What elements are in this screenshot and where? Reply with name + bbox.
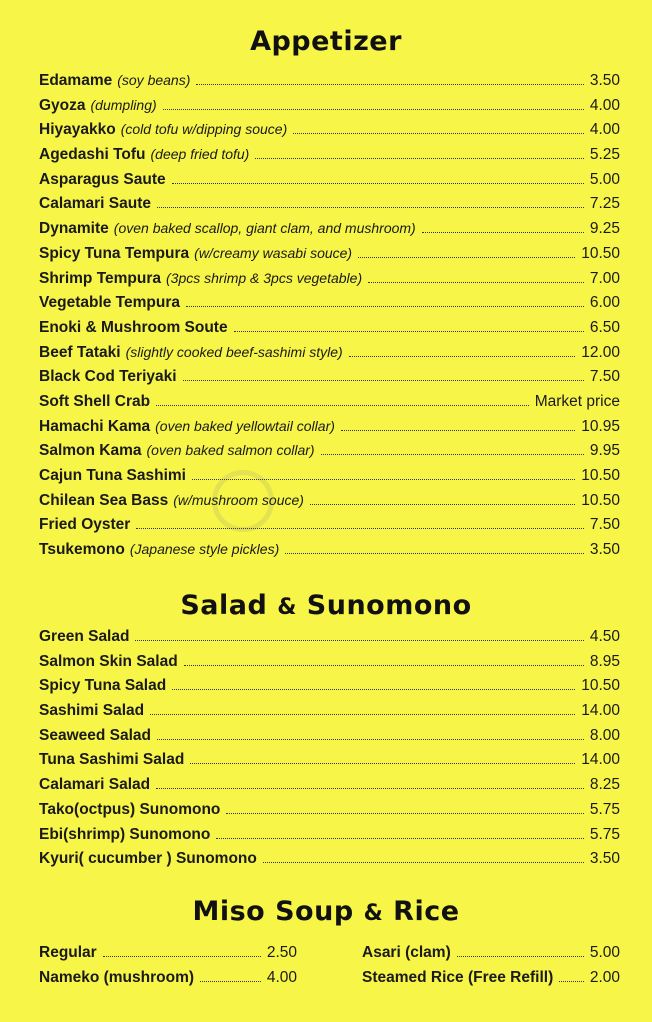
menu-item-price: 9.95 xyxy=(589,442,620,460)
menu-item-description: (oven baked scallop, giant clam, and mushroom) xyxy=(113,220,416,237)
menu-item-name: Shrimp Tempura xyxy=(39,269,162,287)
menu-item xyxy=(39,969,297,994)
menu-item-price: 7.50 xyxy=(589,516,620,534)
dot-leader xyxy=(186,302,584,307)
miso-heading: Miso Soup & Rice xyxy=(192,896,460,927)
menu-item-name: Fried Oyster xyxy=(39,516,131,534)
dot-leader xyxy=(103,952,261,957)
salad-list xyxy=(39,628,620,875)
menu-item-price: 5.00 xyxy=(589,944,620,961)
menu-item-name: Dynamite xyxy=(39,220,109,238)
menu-item xyxy=(39,751,620,776)
menu-item-price: 10.95 xyxy=(581,417,620,435)
menu-item xyxy=(39,72,620,97)
menu-item-name: Steamed Rice (Free Refill) xyxy=(362,969,554,986)
menu-item-price: 4.00 xyxy=(589,121,620,139)
dot-leader xyxy=(190,759,575,764)
menu-item xyxy=(39,677,620,702)
dot-leader xyxy=(263,858,584,863)
menu-item xyxy=(39,492,620,517)
dot-leader xyxy=(192,475,575,480)
dot-leader xyxy=(200,977,261,982)
dot-leader xyxy=(156,401,529,406)
dot-leader xyxy=(457,952,584,957)
menu-item-price: 3.50 xyxy=(589,850,620,868)
menu-item-description: (3pcs shrimp & 3pcs vegetable) xyxy=(166,269,363,286)
menu-item-name: Spicy Tuna Salad xyxy=(39,677,167,695)
dot-leader xyxy=(157,203,584,208)
menu-item xyxy=(39,393,620,418)
menu-item-description: (soy beans) xyxy=(117,72,191,88)
menu-item-price: 5.25 xyxy=(589,146,620,164)
menu-item-price: 14.00 xyxy=(581,751,620,769)
menu-item-name: Tako(octpus) Sunomono xyxy=(39,800,221,818)
miso-left-column xyxy=(39,944,297,994)
menu-item-name: Vegetable Tempura xyxy=(39,294,180,312)
menu-item xyxy=(39,418,620,443)
dot-leader xyxy=(321,450,584,455)
menu-item-price: 4.00 xyxy=(589,96,620,114)
dot-leader xyxy=(163,105,584,110)
menu-item-name: Salmon Skin Salad xyxy=(39,652,178,670)
menu-item-price: 14.00 xyxy=(581,702,620,720)
menu-item-name: Edamame xyxy=(39,72,113,89)
dot-leader xyxy=(226,809,583,814)
menu-item-name: Tuna Sashimi Salad xyxy=(39,751,185,769)
menu-item-price: 4.00 xyxy=(266,969,297,986)
menu-item-name: Enoki & Mushroom Soute xyxy=(39,318,228,336)
menu-item-name: Kyuri( cucumber ) Sunomono xyxy=(39,850,257,868)
dot-leader xyxy=(358,253,575,258)
menu-item-name: Nameko (mushroom) xyxy=(39,969,195,986)
menu-item xyxy=(39,368,620,393)
menu-item-name: Asparagus Saute xyxy=(39,170,166,188)
menu-item xyxy=(39,628,620,653)
menu-item-price: 10.50 xyxy=(581,491,620,509)
menu-item xyxy=(39,121,620,146)
menu-item-price: 2.50 xyxy=(266,944,297,961)
menu-item xyxy=(39,826,620,851)
dot-leader xyxy=(285,549,584,554)
menu-item-name: Salmon Kama xyxy=(39,442,142,460)
menu-item-price: 5.75 xyxy=(589,800,620,818)
menu-item-price: 9.25 xyxy=(589,220,620,238)
menu-item xyxy=(362,969,620,994)
menu-item xyxy=(362,944,620,969)
menu-item-description: (cold tofu w/dipping souce) xyxy=(120,121,288,138)
dot-leader xyxy=(349,352,576,357)
dot-leader xyxy=(135,636,583,641)
menu-item-name: Asari (clam) xyxy=(362,944,451,961)
menu-item-price: 10.50 xyxy=(581,677,620,695)
dot-leader xyxy=(559,977,584,982)
menu-item xyxy=(39,944,297,969)
dot-leader xyxy=(172,685,575,690)
menu-item-description: (dumpling) xyxy=(90,96,157,113)
dot-leader xyxy=(150,710,575,715)
menu-item-price: 5.75 xyxy=(589,825,620,843)
menu-item xyxy=(39,146,620,171)
dot-leader xyxy=(183,376,584,381)
miso-right-column xyxy=(362,944,620,994)
menu-item-description: (w/creamy wasabi souce) xyxy=(194,244,353,261)
dot-leader xyxy=(172,179,584,184)
menu-item-name: Gyoza xyxy=(39,96,86,114)
menu-item-name: Calamari Salad xyxy=(39,776,151,794)
menu-item xyxy=(39,245,620,270)
menu-item-price: 8.95 xyxy=(589,652,620,670)
menu-item-name: Spicy Tuna Tempura xyxy=(39,244,190,262)
menu-item xyxy=(39,727,620,752)
menu-item-description: (w/mushroom souce) xyxy=(173,491,304,508)
menu-item xyxy=(39,467,620,492)
menu-item-name: Calamari Saute xyxy=(39,195,151,213)
menu-item-price: 7.00 xyxy=(589,269,620,287)
menu-item-name: Chilean Sea Bass xyxy=(39,491,169,509)
menu-item-description: (slightly cooked beef-sashimi style) xyxy=(125,343,343,360)
menu-item xyxy=(39,195,620,220)
menu-item-description: (oven baked salmon collar) xyxy=(146,442,315,459)
menu-item-name: Agedashi Tofu xyxy=(39,146,146,164)
menu-item xyxy=(39,220,620,245)
menu-item xyxy=(39,702,620,727)
menu-item-description: (deep fried tofu) xyxy=(150,146,250,163)
menu-item-name: Soft Shell Crab xyxy=(39,392,151,410)
menu-item xyxy=(39,344,620,369)
menu-item xyxy=(39,653,620,678)
menu-item-price: 3.50 xyxy=(589,541,620,559)
menu-item-name: Regular xyxy=(39,944,97,961)
menu-item-price: 6.50 xyxy=(589,318,620,336)
menu-item-name: Hiyayakko xyxy=(39,121,116,139)
menu-item xyxy=(39,294,620,319)
menu-item-name: Black Cod Teriyaki xyxy=(39,368,177,386)
dot-leader xyxy=(368,278,584,283)
menu-item-price: 8.25 xyxy=(589,776,620,794)
menu-item-description: (oven baked yellowtail collar) xyxy=(155,417,335,434)
menu-item-name: Ebi(shrimp) Sunomono xyxy=(39,825,211,843)
dot-leader xyxy=(156,784,584,789)
dot-leader xyxy=(136,524,584,529)
menu-item-price: 10.50 xyxy=(581,467,620,484)
menu-item-price: 10.50 xyxy=(581,244,620,262)
menu-item-price: 4.50 xyxy=(589,628,620,645)
dot-leader xyxy=(255,154,583,159)
menu-item xyxy=(39,97,620,122)
dot-leader xyxy=(234,327,584,332)
menu-item xyxy=(39,850,620,875)
dot-leader xyxy=(216,834,583,839)
menu-item-price: 5.00 xyxy=(589,170,620,188)
menu-item xyxy=(39,541,620,566)
menu-item xyxy=(39,270,620,295)
menu-item-name: Cajun Tuna Sashimi xyxy=(39,467,186,484)
menu-item-price: 12.00 xyxy=(581,343,620,361)
miso-rice-list xyxy=(39,944,620,994)
menu-item-name: Seaweed Salad xyxy=(39,726,152,744)
menu-item-price: Market price xyxy=(534,392,620,410)
menu-item-price: 8.00 xyxy=(589,726,620,744)
dot-leader xyxy=(422,228,584,233)
dot-leader xyxy=(157,735,584,740)
menu-item xyxy=(39,171,620,196)
menu-item-price: 3.50 xyxy=(589,72,620,89)
menu-item xyxy=(39,442,620,467)
menu-item xyxy=(39,776,620,801)
menu-item-description: (Japanese style pickles) xyxy=(129,541,280,558)
appetizer-heading: Appetizer xyxy=(250,26,402,57)
menu-item xyxy=(39,319,620,344)
menu-item-name: Tsukemono xyxy=(39,541,125,559)
menu-item-name: Green Salad xyxy=(39,628,130,645)
dot-leader xyxy=(341,426,575,431)
menu-item-name: Hamachi Kama xyxy=(39,417,151,435)
dot-leader xyxy=(184,661,584,666)
dot-leader xyxy=(293,129,584,134)
salad-heading: Salad & Sunomono xyxy=(180,590,472,621)
appetizer-list xyxy=(39,72,620,566)
menu-item-price: 7.50 xyxy=(589,368,620,386)
dot-leader xyxy=(310,500,575,505)
menu-item-price: 2.00 xyxy=(589,969,620,986)
menu-item xyxy=(39,516,620,541)
menu-item xyxy=(39,801,620,826)
menu-item-name: Beef Tataki xyxy=(39,343,121,361)
dot-leader xyxy=(196,80,583,85)
menu-item-price: 7.25 xyxy=(589,195,620,213)
menu-item-price: 6.00 xyxy=(589,294,620,312)
menu-item-name: Sashimi Salad xyxy=(39,702,145,720)
